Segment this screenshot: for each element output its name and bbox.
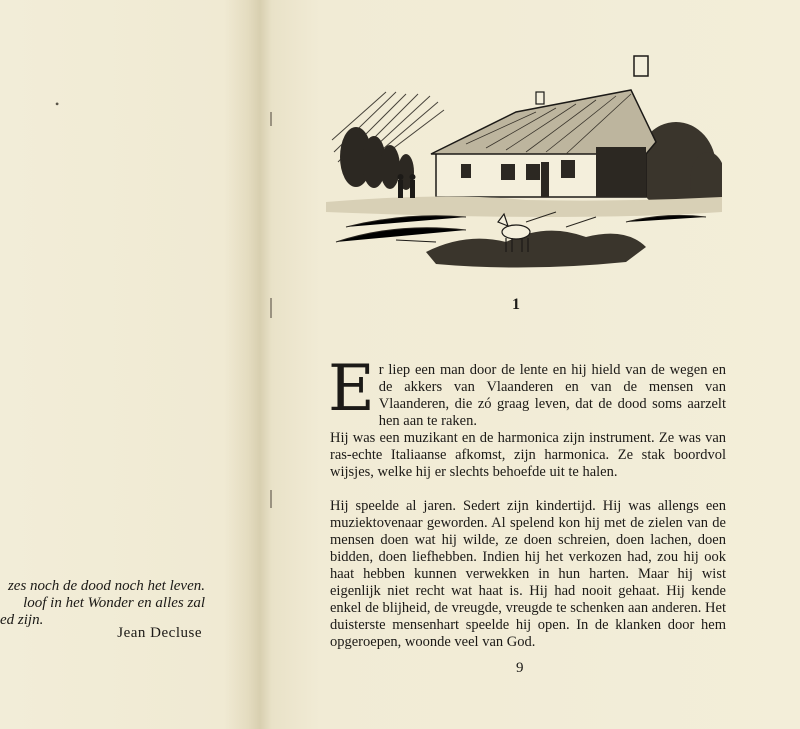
paragraph-2: Hij was een muzikant en de harmonica zijn instrument. Ze was van ras-echte Italiaanse afkomst, zijn harmonica. Ze stak boordvol wijsjes, welke hij er slechts behoefde uit te halen. (330, 430, 726, 480)
chapter-text (328, 352, 726, 651)
chapter-number: 1 (512, 296, 520, 313)
quote-line-1: zes noch de dood noch het leven. (7, 578, 205, 594)
left-page (0, 0, 258, 729)
quote-author: Jean Decluse (117, 625, 202, 641)
page-number: 9 (516, 660, 524, 676)
quote-line-3: ed zijn. (0, 612, 44, 628)
drop-cap: E (328, 352, 375, 426)
paragraph-1-text: r liep een man door de lente en hij hield van de wegen en de akkers van Vlaanderen en van de mensen van Vlaanderen, die zó graag leven, dat de dood soms aarzelt hen aan te raken. (378, 362, 726, 429)
paragraph-3: Hij speelde al jaren. Sedert zijn kindertijd. Hij was allengs een muziektovenaar geworden. Al spelend kon hij met de zielen van de mensen doen wat hij wilde, ze doen schreien, doen lachen, doen bidden, doen liefhebben. Indien hij het verkozen had, zou hij ook haat hebben kunnen verwekken in hun harten. Maar hij wist eigenlijk niet recht wat haat is. Hij had nooit gehaat. Hij kende enkel de blijheid, de vreugde, vreugde te schenken aan anderen. Het duisterste mensenhart speelde hij open. In de klanken door hem opgeroepen, woonde veel van God. (330, 498, 726, 650)
paragraph-gap (330, 481, 726, 498)
epigraph-quote (0, 578, 205, 629)
quote-line-2: loof in het Wonder en alles zal (23, 595, 205, 611)
paragraph-1 (328, 352, 726, 430)
page-speck: • (55, 97, 60, 111)
